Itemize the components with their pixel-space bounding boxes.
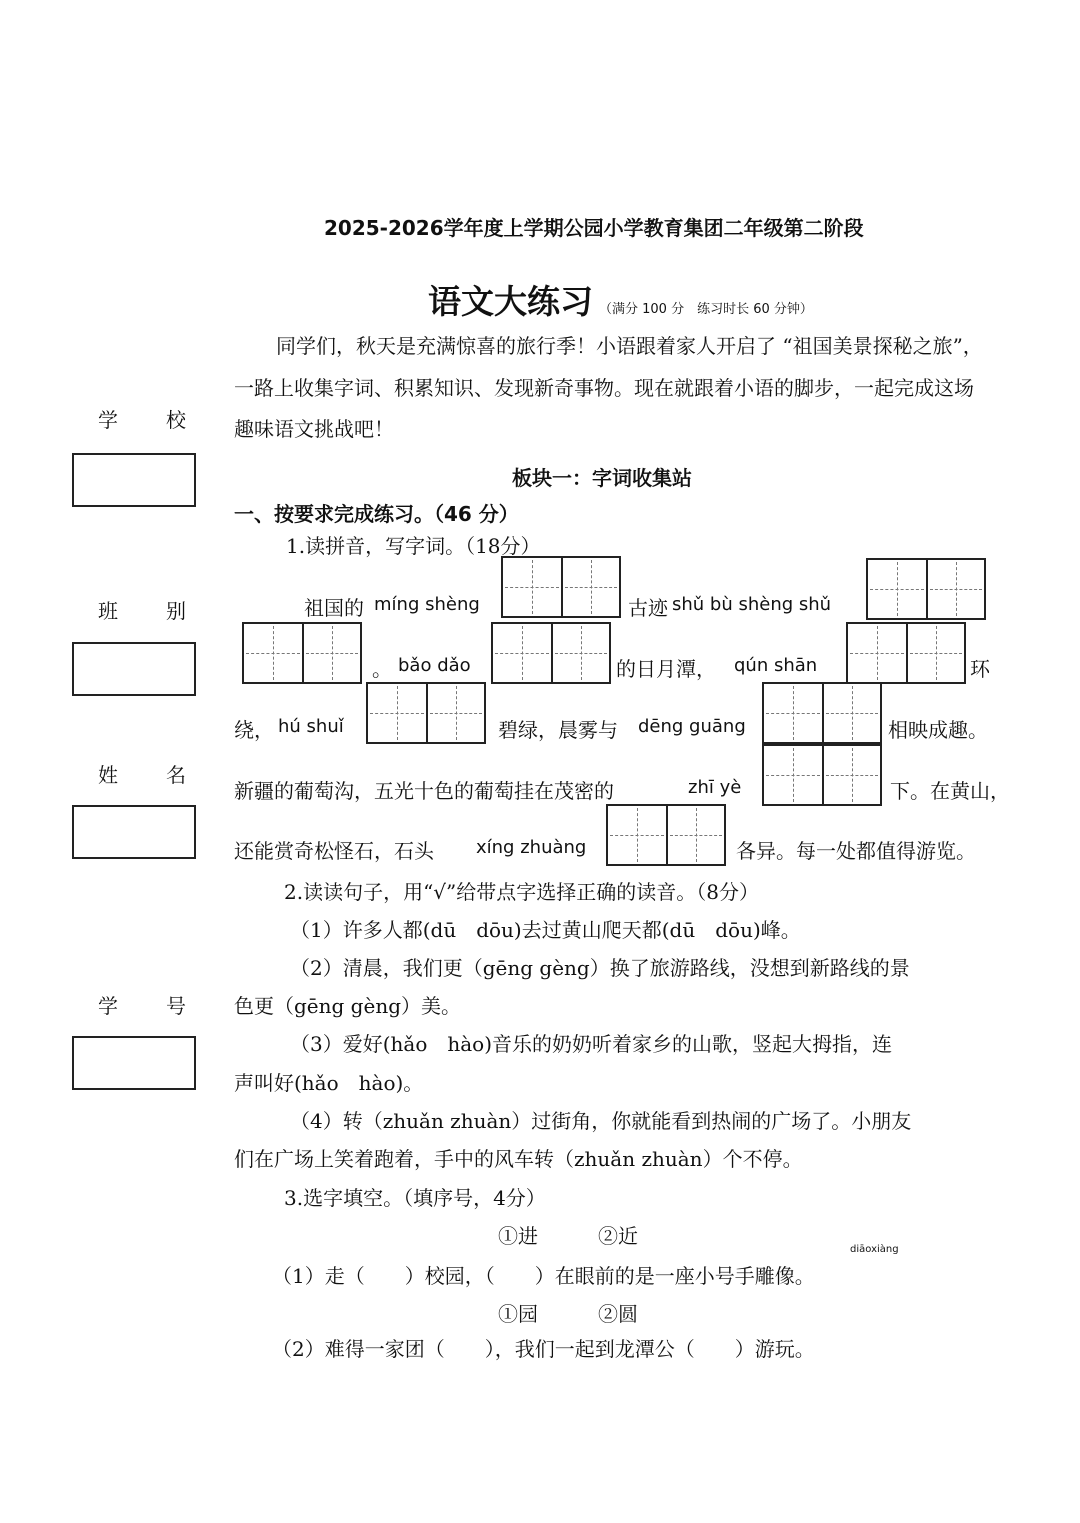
label-school: 学 校 (98, 408, 200, 432)
school-field[interactable] (72, 453, 196, 507)
q3-sentence: （1）走（ ）校园，（ ）在眼前的是一座小号手雕像。 (272, 1264, 815, 1288)
exam-title (428, 276, 813, 323)
q1-pinyin: bǎo dǎo (398, 655, 471, 676)
q1-pinyin: dēng guāng (638, 716, 746, 737)
q2-sentence: 色更（gēng gèng）美。 (234, 994, 462, 1018)
q2-sentence: 们在广场上笑着跑着，手中的风车转（zhuǎn zhuàn）个不停。 (234, 1147, 803, 1171)
q1-text: 环 (970, 657, 990, 681)
q1-pinyin: hú shuǐ (278, 716, 344, 737)
ruby-pinyin: diāoxiàng (850, 1244, 899, 1255)
q1-text: 各异。每一处都值得游览。 (736, 839, 976, 863)
q3-options: ①园 ②圆 (498, 1302, 638, 1326)
q1-text: 古迹 (628, 596, 668, 620)
class-field[interactable] (72, 642, 196, 696)
tianzige-grid[interactable] (366, 682, 486, 744)
label-class: 班 别 (98, 599, 200, 623)
q1-text: 还能赏奇松怪石，石头 (234, 839, 434, 863)
q1-text: 。 (372, 657, 392, 681)
q2-sentence: （3）爱好(hǎo hào)音乐的奶奶听着家乡的山歌，竖起大拇指，连 (290, 1032, 893, 1056)
intro-line-2: 一路上收集字词、积累知识、发现新奇事物。现在就跟着小语的脚步，一起完成这场 (234, 376, 974, 400)
tianzige-grid[interactable] (501, 556, 621, 618)
tianzige-grid[interactable] (762, 682, 882, 744)
q1-pinyin: qún shān (734, 655, 818, 676)
q1-title: 1.读拼音，写字词。（18分） (286, 534, 541, 558)
exam-header-line: 2025-2026学年度上学期公园小学教育集团二年级第二阶段 (324, 216, 864, 240)
q1-text: 相映成趣。 (888, 718, 988, 742)
title-main: 语文大练习 (428, 282, 593, 321)
title-sub: （满分 100 分 练习时长 60 分钟） (599, 302, 813, 317)
q2-sentence: 声叫好(hǎo hào)。 (234, 1071, 424, 1095)
q1-pinyin: xíng zhuàng (476, 837, 587, 858)
number-field[interactable] (72, 1036, 196, 1090)
label-name: 姓 名 (98, 763, 200, 787)
q1-pinyin: zhī yè (688, 777, 742, 798)
intro-line-1: 同学们，秋天是充满惊喜的旅行季！小语跟着家人开启了 “祖国美景探秘之旅”， (276, 334, 983, 358)
name-field[interactable] (72, 805, 196, 859)
q1-text: 绕， (234, 718, 274, 742)
q3-options: ①进 ②近 (498, 1224, 638, 1248)
q1-pinyin: míng shèng (374, 594, 480, 615)
label-number: 学 号 (98, 994, 200, 1018)
section-title: 板块一：字词收集站 (512, 466, 692, 490)
q2-title: 2.读读句子，用“√”给带点字选择正确的读音。（8分） (284, 880, 759, 904)
q2-sentence: （2）清晨，我们更（gēng gèng）换了旅游路线，没想到新路线的景 (290, 956, 910, 980)
q1-text: 祖国的 (304, 596, 364, 620)
tianzige-grid[interactable] (762, 744, 882, 806)
intro-line-3: 趣味语文挑战吧！ (234, 417, 394, 441)
tianzige-grid[interactable] (242, 622, 362, 684)
tianzige-grid[interactable] (491, 622, 611, 684)
q1-text: 下。在黄山， (890, 779, 1010, 803)
q2-sentence: （4）转（zhuǎn zhuàn）过街角，你就能看到热闹的广场了。小朋友 (290, 1109, 912, 1133)
q1-text: 的日月潭， (616, 657, 716, 681)
tianzige-grid[interactable] (866, 558, 986, 620)
q1-text: 碧绿，晨雾与 (498, 718, 618, 742)
q2-sentence: （1）许多人都(dū dōu)去过黄山爬天都(dū dōu)峰。 (290, 918, 801, 942)
part1-title: 一、按要求完成练习。（46 分） (234, 502, 519, 526)
q3-title: 3.选字填空。（填序号，4分） (284, 1186, 546, 1210)
tianzige-grid[interactable] (846, 622, 966, 684)
tianzige-grid[interactable] (606, 804, 726, 866)
q1-text: 新疆的葡萄沟，五光十色的葡萄挂在茂密的 (234, 779, 614, 803)
q1-pinyin: shǔ bù shèng shǔ (672, 594, 832, 615)
q3-sentence: （2）难得一家团（ ），我们一起到龙潭公（ ）游玩。 (272, 1337, 815, 1361)
